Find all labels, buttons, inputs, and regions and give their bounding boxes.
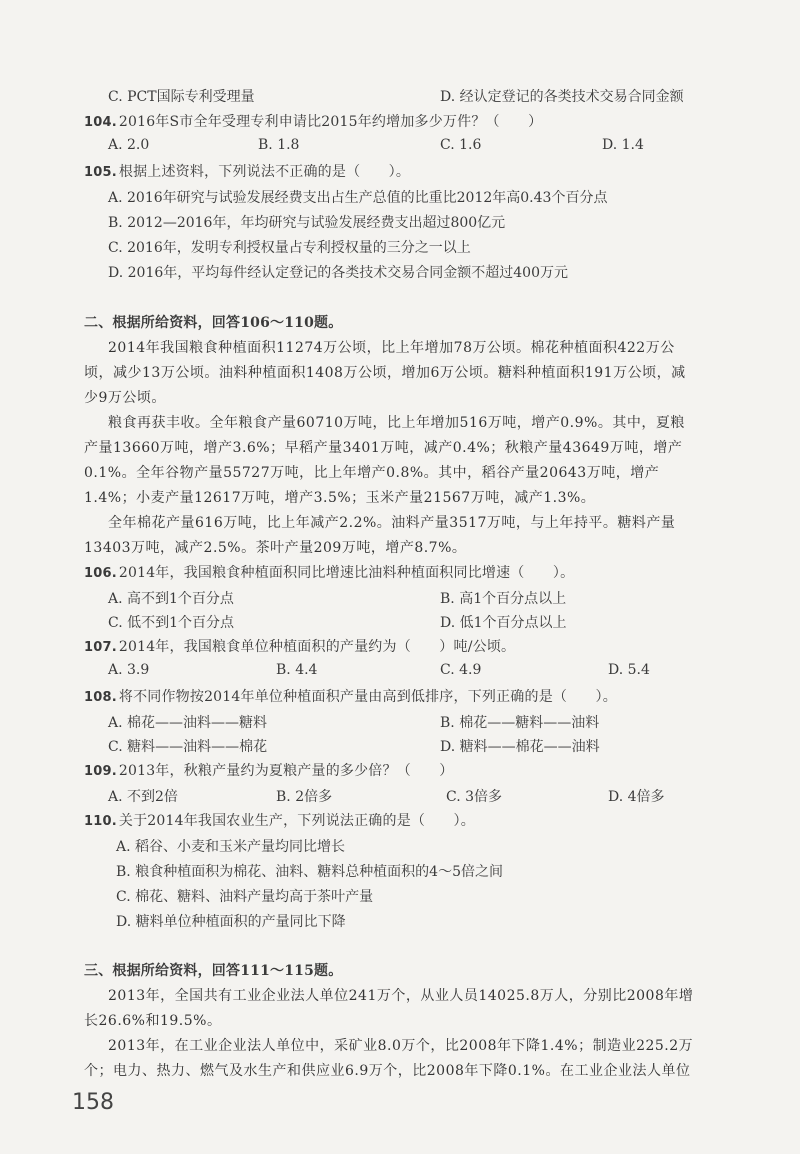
- q109-option-c: C. 3倍多: [446, 789, 503, 805]
- q108-option-b: B. 棉花——糖料——油料: [440, 715, 600, 731]
- question-110: [84, 811, 475, 832]
- page-number: 158: [72, 1090, 114, 1115]
- q105-option-c: C. 2016年，发明专利授权量占专利授权量的三分之一以上: [108, 240, 471, 256]
- question-108: [84, 687, 617, 708]
- question-text: 2013年，秋粮产量约为夏粮产量的多少倍？（ ）: [118, 763, 454, 779]
- section-2-paragraph-line: 全年棉花产量616万吨，比上年减产2.2%。油料产量3517万吨，与上年持平。糖料产量: [108, 515, 676, 531]
- q108-option-c: C. 糖料——油料——棉花: [108, 739, 268, 755]
- q106-option-a: A. 高不到1个百分点: [108, 591, 234, 607]
- q104-option-a: A. 2.0: [108, 137, 150, 153]
- question-text: 将不同作物按2014年单位种植面积产量由高到低排序，下列正确的是（ ）。: [118, 689, 617, 705]
- question-104: [84, 112, 542, 133]
- question-107: [84, 637, 515, 658]
- q106-option-b: B. 高1个百分点以上: [440, 591, 567, 607]
- section-2-paragraph-line: 1.4%；小麦产量12617万吨，增产3.5%；玉米产量21567万吨，减产1.3%。: [84, 490, 596, 506]
- section-2-paragraph-line: 少9万公顷。: [84, 390, 166, 406]
- q110-option-b: B. 粮食种植面积为棉花、油料、糖料总种植面积的4～5倍之间: [116, 864, 504, 880]
- question-number: 104.: [84, 115, 117, 130]
- question-text: 2014年，我国粮食种植面积同比增速比油料种植面积同比增速（ ）。: [118, 565, 575, 581]
- q107-option-a: A. 3.9: [108, 662, 150, 678]
- question-text: 根据上述资料，下列说法不正确的是（ ）。: [118, 164, 411, 180]
- q109-option-a: A. 不到2倍: [108, 789, 178, 805]
- q110-option-d: D. 糖料单位种植面积的产量同比下降: [116, 914, 346, 930]
- section-2-paragraph-line: 13403万吨，减产2.5%。茶叶产量209万吨，增产8.7%。: [84, 540, 467, 556]
- question-number: 106.: [84, 566, 117, 581]
- question-text: 2016年S市全年受理专利申请比2015年约增加多少万件？（ ）: [118, 114, 543, 130]
- q110-option-a: A. 稻谷、小麦和玉米产量均同比增长: [116, 839, 346, 855]
- section-3-paragraph-line: 长26.6%和19.5%。: [84, 1013, 222, 1029]
- question-106: [84, 563, 574, 584]
- q106-option-d: D. 低1个百分点以上: [440, 615, 567, 631]
- question-number: 107.: [84, 640, 117, 655]
- q108-option-a: A. 棉花——油料——糖料: [108, 715, 268, 731]
- q105-option-b: B. 2012—2016年，年均研究与试验发展经费支出超过800亿元: [108, 215, 506, 231]
- section-3-paragraph-line: 2013年，在工业企业法人单位中，采矿业8.0万个，比2008年下降1.4%；制造业225.2万: [108, 1038, 694, 1054]
- section-3-paragraph-line: 个；电力、热力、燃气及水生产和供应业6.9万个，比2008年下降0.1%。在工业企业法人单位: [84, 1063, 691, 1079]
- q104-option-b: B. 1.8: [258, 137, 300, 153]
- q110-option-c: C. 棉花、糖料、油料产量均高于茶叶产量: [116, 889, 374, 905]
- q103-option-c: C. PCT国际专利受理量: [108, 89, 255, 105]
- question-number: 108.: [84, 690, 117, 705]
- question-number: 110.: [84, 814, 117, 829]
- q105-option-a: A. 2016年研究与试验发展经费支出占生产总值的比重比2012年高0.43个百分点: [108, 190, 608, 206]
- question-text: 关于2014年我国农业生产，下列说法正确的是（ ）。: [118, 813, 475, 829]
- q107-option-b: B. 4.4: [276, 662, 318, 678]
- q109-option-d: D. 4倍多: [608, 789, 665, 805]
- section-2-paragraph-line: 顷，减少13万公顷。油料种植面积1408万公顷，增加6万公顷。糖料种植面积191万公顷，减: [84, 365, 686, 381]
- section-2-title: 二、根据所给资料，回答106～110题。: [84, 315, 343, 331]
- section-2-paragraph-line: 0.1%。全年谷物产量55727万吨，比上年增产0.8%。其中，稻谷产量20643万吨，增产: [84, 465, 660, 481]
- section-3-paragraph-line: 2013年，全国共有工业企业法人单位241万个，从业人员14025.8万人，分别比2008年增: [108, 988, 694, 1004]
- q108-option-d: D. 糖料——棉花——油料: [440, 739, 600, 755]
- section-3-title: 三、根据所给资料，回答111～115题。: [84, 963, 343, 979]
- q106-option-c: C. 低不到1个百分点: [108, 615, 235, 631]
- q103-option-d: D. 经认定登记的各类技术交易合同金额: [440, 89, 684, 105]
- q107-option-d: D. 5.4: [608, 662, 650, 678]
- q107-option-c: C. 4.9: [440, 662, 482, 678]
- section-2-paragraph-line: 粮食再获丰收。全年粮食产量60710万吨，比上年增加516万吨，增产0.9%。其中，夏粮: [108, 415, 685, 431]
- question-109: [84, 761, 454, 782]
- q109-option-b: B. 2倍多: [276, 789, 333, 805]
- section-2-paragraph-line: 2014年我国粮食种植面积11274万公顷，比上年增加78万公顷。棉花种植面积422万公: [108, 340, 675, 356]
- q104-option-c: C. 1.6: [440, 137, 482, 153]
- q105-option-d: D. 2016年，平均每件经认定登记的各类技术交易合同金额不超过400万元: [108, 265, 568, 281]
- question-number: 105.: [84, 165, 117, 180]
- question-105: [84, 162, 410, 183]
- question-text: 2014年，我国粮食单位种植面积的产量约为（ ）吨/公顷。: [118, 639, 516, 655]
- section-2-paragraph-line: 产量13660万吨，增产3.6%；早稻产量3401万吨，减产0.4%；秋粮产量43649万吨，增产: [84, 440, 683, 456]
- question-number: 109.: [84, 764, 117, 779]
- q104-option-d: D. 1.4: [602, 137, 644, 153]
